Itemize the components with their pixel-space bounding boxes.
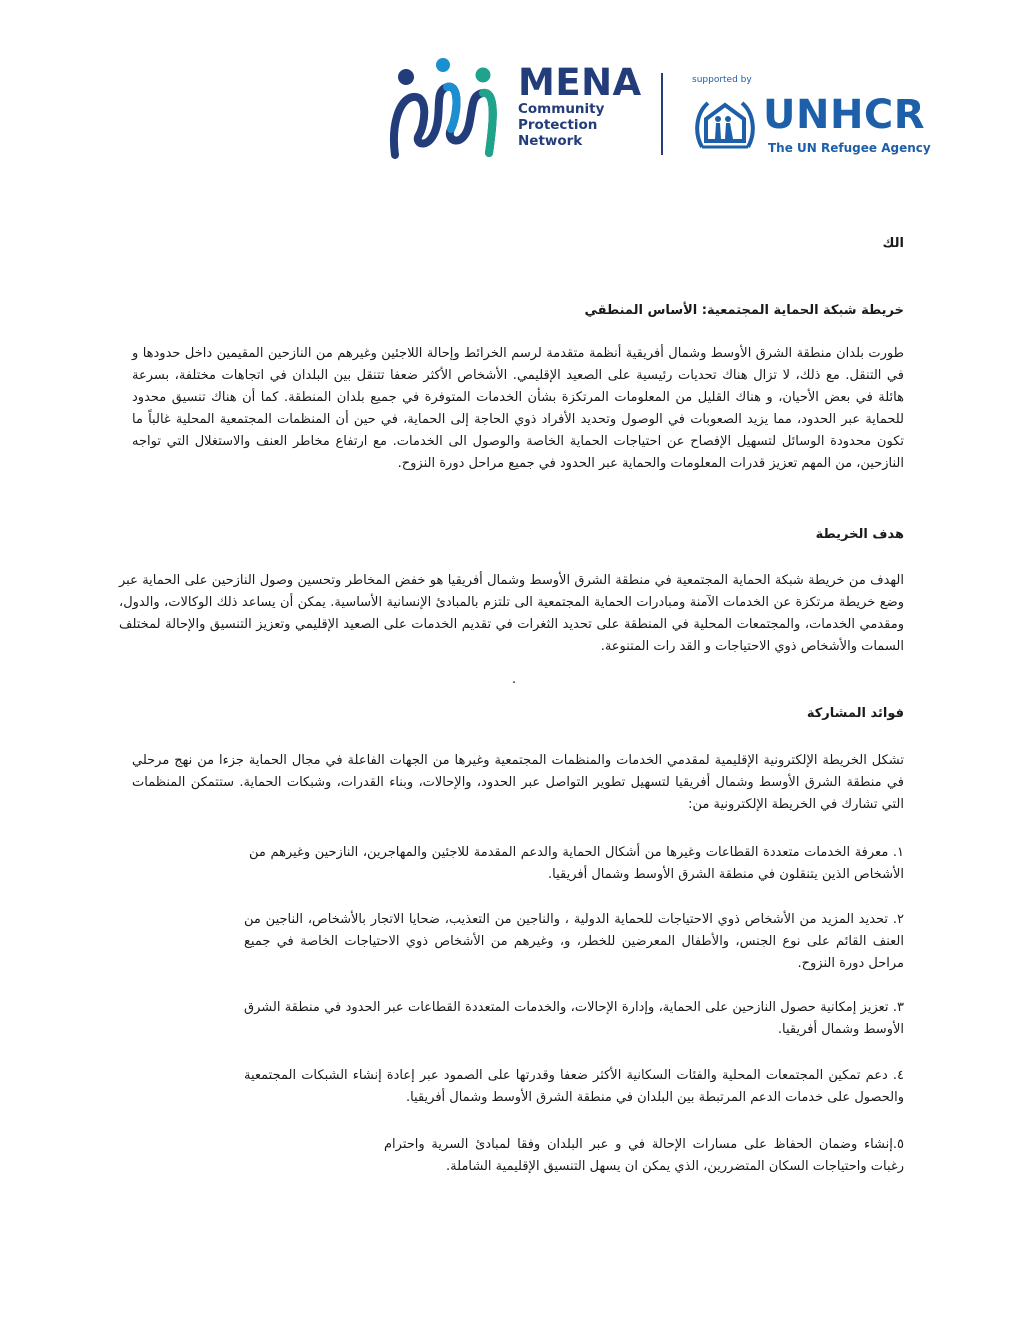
header-divider: [661, 73, 663, 155]
list-item-5: ٥.إنشاء وضمان الحفاظ على مسارات الإحالة في و عبر البلدان وفقا لمبادئ السرية واحترام رغبات واحتياجات السكان المتضررين، الذي يمكن ان يسهل التنسيق الإقليمية الشاملة.: [384, 1137, 904, 1174]
section1-paragraph: طورت بلدان منطقة الشرق الأوسط وشمال أفريقية أنظمة متقدمة لرسم الخرائط وإحالة اللاجئين وغيرهم من النازحين المقيمين داخل حدودها و في التنقل. مع ذلك، لا تزال هناك تحديات رئيسية على الصعيد الإقليمي. الأشخاص الأكثر ضعفا تتنقل بين البلدان في اتجاهات مختلفة، بسرعة هائلة في بعض الأحيان، و هناك القليل من المعلومات المرتكزة بشأن الخدمات المتوفرة في جميع بلدان المنطقة. كما أن هناك تنسيق محدود للحماية عبر الحدود، مما يزيد الصعوبات في الوصول وتحديد الأفراد ذوي الحاجة إلى الحماية، في حين أن المنظمات المجتمعية المحلية غالباً ما تكون محدودة الوسائل لتسهيل الإفصاح عن احتياجات الحماية الخاصة والوصول الى الخدمات. مع ارتفاع مخاطر العنف والاستغلال التي تواجه النازحين، من المهم تعزيز قدرات المعلومات والحماية عبر الحدود في جميع مراحل دورة النزوح.: [132, 346, 904, 471]
mena-wordmark: [518, 61, 642, 149]
section2-paragraph: الهدف من خريطة شبكة الحماية المجتمعية في منطقة الشرق الأوسط وشمال أفريقيا هو خفض المخاطر وتحسين وصول النازحين على الحماية عبر وضع خريطة مرتكزة عن الخدمات الآمنة ومبادرات الحماية المجتمعية الى تلتزم بالمبادئ الإنسانية الأساسية. يمكن أن يساعد ذلك الوكالات، والدول، ومقدمي الخدمات، والمجتمعات المحلية في المنطقة على تحديد الثغرات في تقديم الخدمات على الصعيد الإقليمي وتعزيز التنسيق والإحالة لمختلف السمات والأشخاص ذوي الاحتياجات و القد رات المتنوعة.: [119, 573, 904, 654]
stray-dot: .: [512, 672, 517, 687]
page-header: [385, 55, 945, 165]
section1-heading: خريطة شبكة الحماية المجتمعية: الأساس المنطقي: [584, 303, 904, 318]
section3-paragraph: تشكل الخريطة الإلكترونية الإقليمية لمقدمي الخدمات والمنظمات المجتمعية وغيرها من الجهات الفاعلة في مجال الحماية جزءا من نهج مرحلي في منطقة الشرق الأوسط وشمال أفريقيا لتسهيل تطوير التواصل عبر الحدود، والإحالات، وبناء القدرات، وشبكات الحماية. ستتمكن المنظمات التي تشارك في الخريطة الإلكترونية من:: [132, 753, 904, 812]
top-label: الك: [882, 236, 904, 251]
mena-subtitle-line2: Protection: [518, 117, 598, 133]
list-item-2: ٢. تحديد المزيد من الأشخاص ذوي الاحتياجات للحماية الدولية ، والناجين من التعذيب، ضحايا الاتجار بالأشخاص، الناجين من العنف القائم على نوع الجنس، والأطفال المعرضين للخطر، و، وغيرهم من الأشخاص ذوي الاحتياجات الخاصة في جميع مراحل دورة النزوح.: [244, 912, 904, 971]
unhcr-emblem-icon: [692, 97, 758, 153]
section2-heading: هدف الخريطة: [815, 527, 904, 542]
supported-by-label: supported by: [692, 75, 752, 85]
list-item-1: ١. معرفة الخدمات متعددة القطاعات وغيرها من أشكال الحماية والدعم المقدمة للاجئين والمهاجرين، النازحين وغيرهم من الأشخاص الذين يتنقلون في منطقة الشرق الأوسط وشمال أفريقيا.: [249, 845, 904, 882]
unhcr-wordmark: UNHCR: [763, 92, 926, 138]
mena-subtitle-line1: Community: [518, 101, 605, 117]
mena-logo-icon: [385, 55, 510, 160]
unhcr-tagline: The UN Refugee Agency: [768, 141, 931, 155]
list-item-4: ٤. دعم تمكين المجتمعات المحلية والفئات السكانية الأكثر ضعفا وقدرتها على الصمود عبر إعادة إنشاء الشبكات المجتمعية والحصول على خدمات الدعم المرتبطة بين البلدان في منطقة الشرق الأوسط وشمال أفريقيا.: [244, 1068, 904, 1105]
mena-title: MENA: [518, 61, 642, 104]
mena-subtitle-line3: Network: [518, 133, 583, 149]
list-item-3: ٣. تعزيز إمكانية حصول النازحين على الحماية، وإدارة الإحالات، والخدمات المتعددة القطاعات عبر الحدود في منطقة الشرق الأوسط وشمال أفريقيا.: [244, 1000, 904, 1037]
section3-heading: فوائد المشاركة: [806, 706, 904, 721]
